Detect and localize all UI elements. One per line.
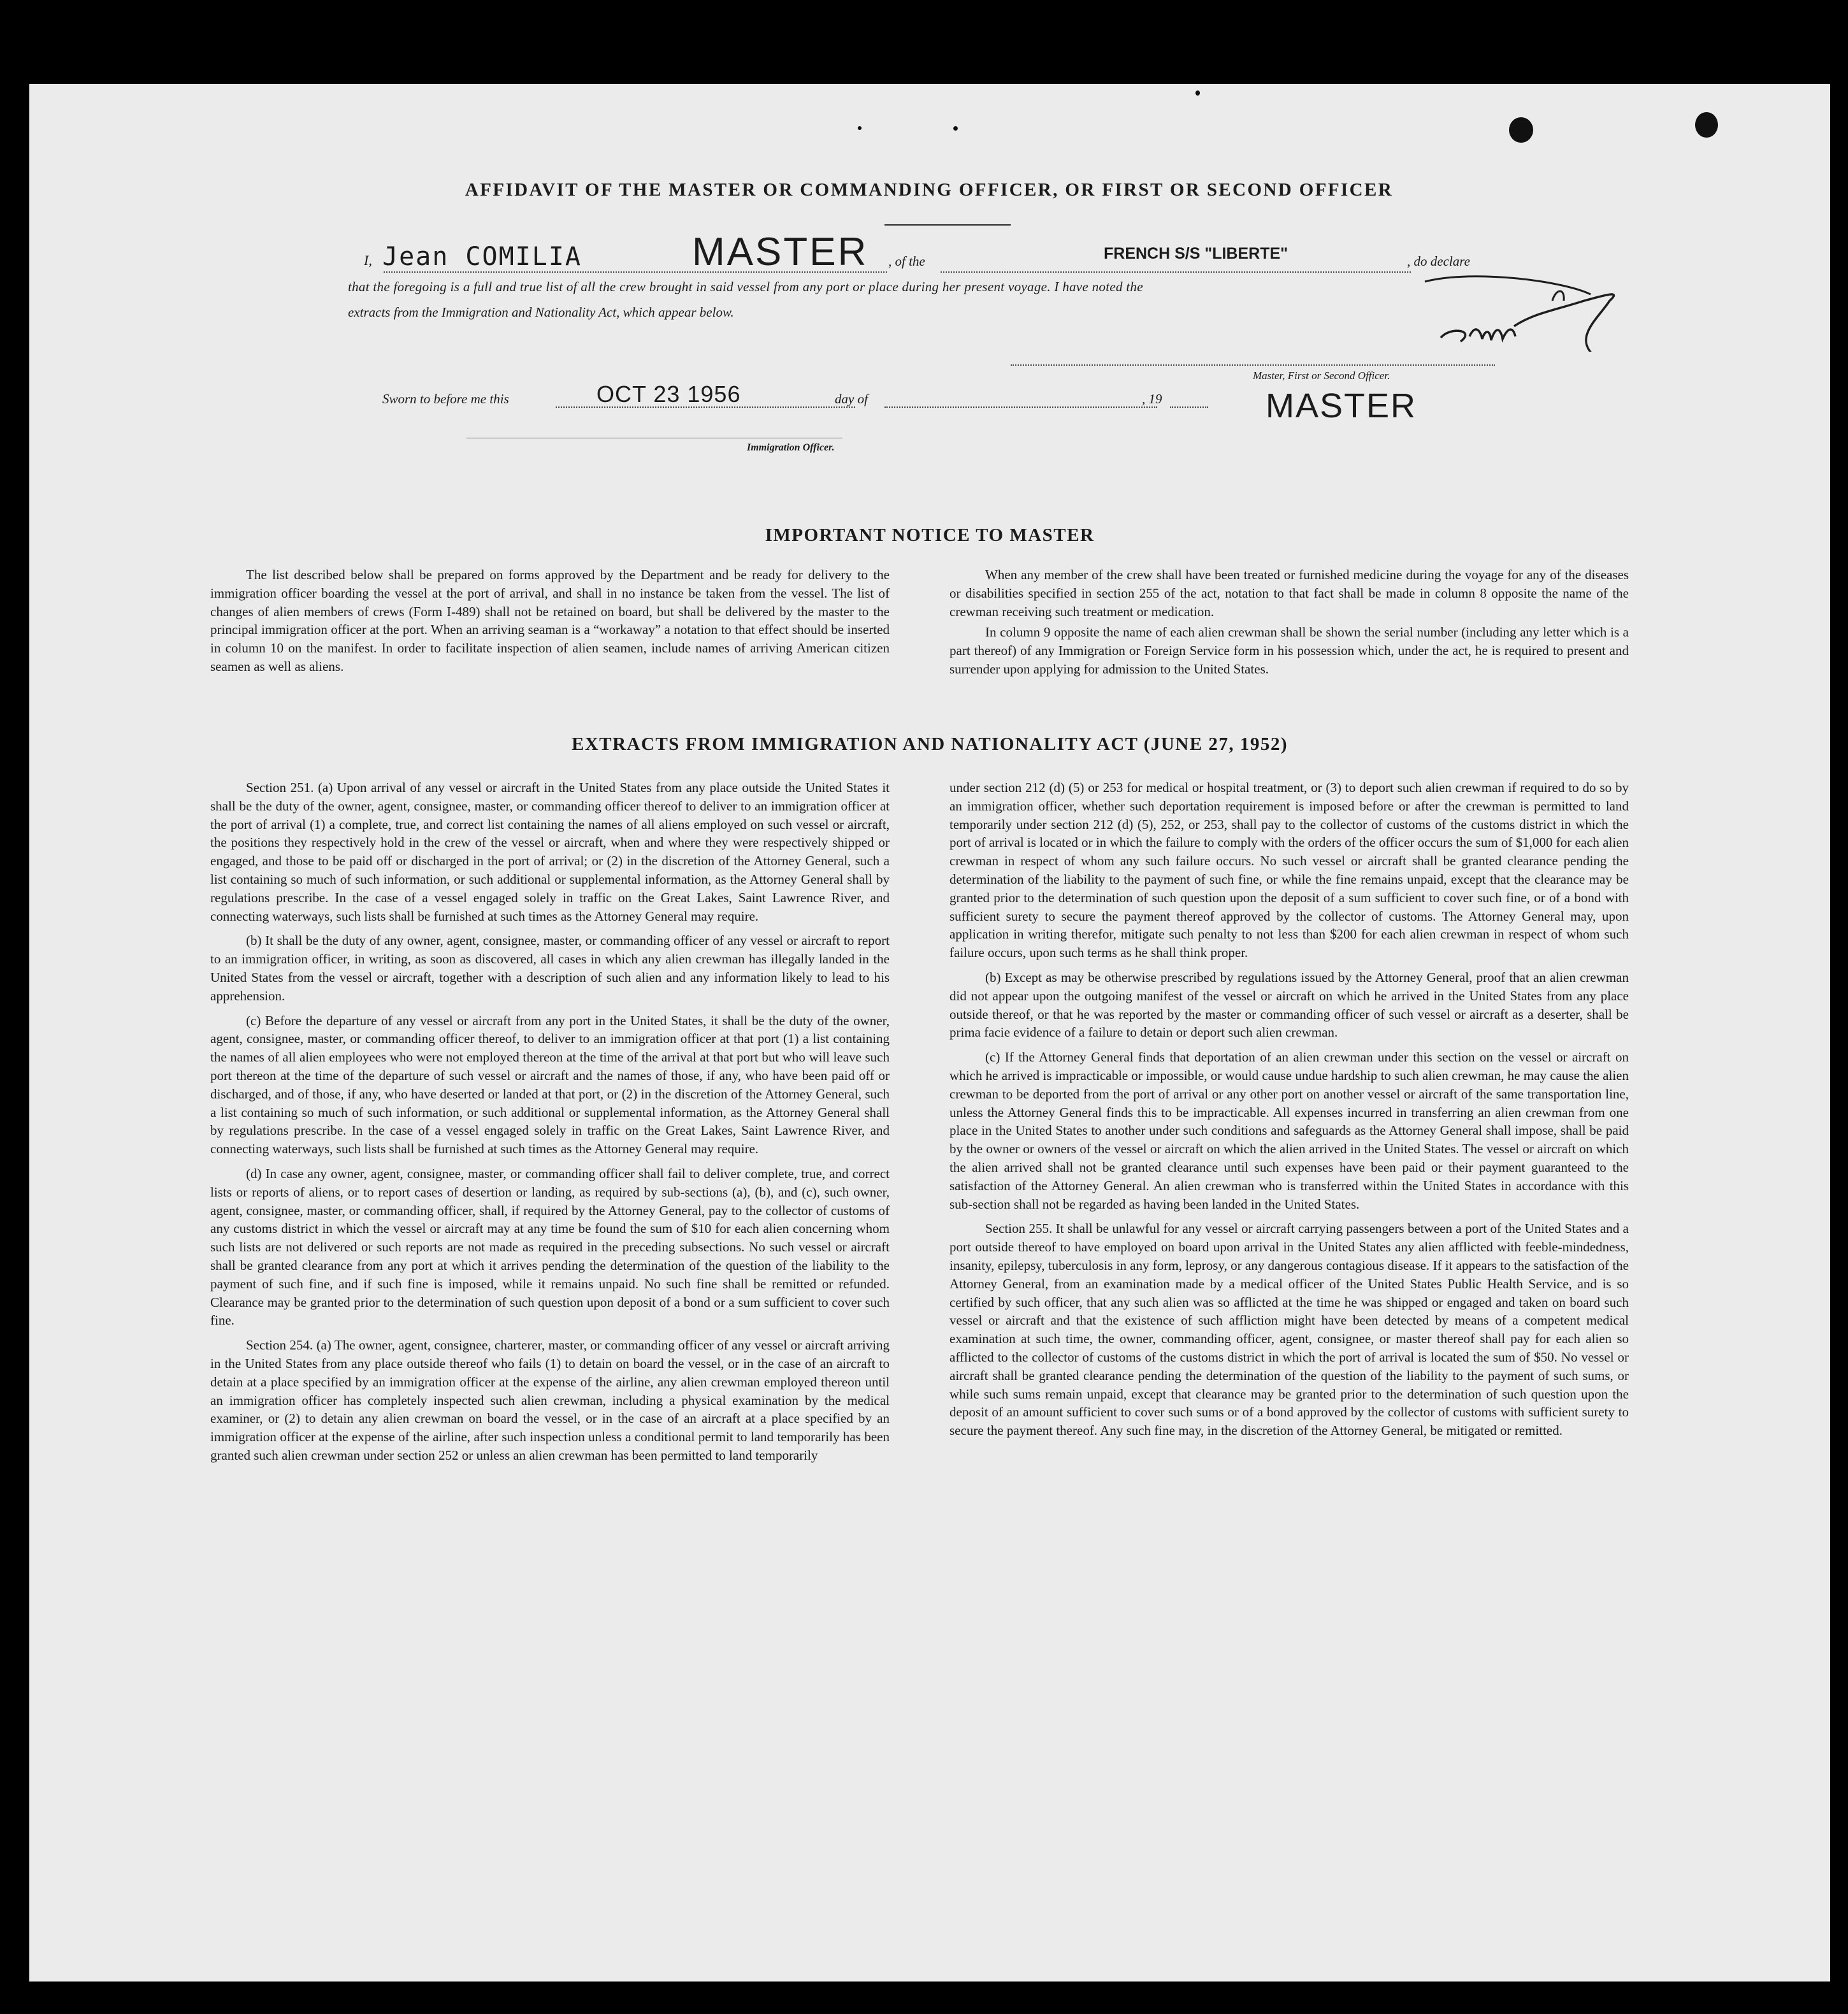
notice-right-column xyxy=(949,566,1629,681)
ink-speck xyxy=(953,126,958,131)
month-line xyxy=(884,406,1157,408)
section-255: Section 255. It shall be unlawful for any vessel or aircraft carrying passengers between a port of the United States and a port outside thereof to have employed on board upon arrival in the United States any alien afflicted with feeble-mindedness, insanity, epilepsy, tuberculosis in any form, leprosy, or any dangerous contagious disease. If it appears to the satisfaction of the Attorney General, from an examination made by a medical officer of the United States Public Health Service, and is so certified by such officer, that any such alien was so afflicted at the time he was shipped or engaged and taken on board such vessel or aircraft and that the existence of such affliction might have been detected by means of a competent medical examination at such time, the owner, commanding officer, agent, consignee, or master thereof shall pay for each alien so afflicted to the collector of customs of the customs district in which the port of arrival is located the sum of $50. No vessel or aircraft shall be granted clearance pending the determination of the question of the liability to the payment of such sums, or while such sums remain unpaid, except that clearance may be granted prior to the determination of such question upon the deposit of an amount sufficient to cover such sums or of a bond approved by the collector of customs with sufficient surety to secure the payment thereof. Any such fine may, in the discretion of the Attorney General, be mitigated or remitted. xyxy=(949,1221,1629,1439)
year-line xyxy=(1170,406,1208,408)
section-254a: Section 254. (a) The owner, agent, consignee, charterer, master, or commanding officer of any vessel or aircraft arriving in the United States from any place outside thereof who fails (1) to detain on board the vessel, or in the case of an aircraft to detain at a place specified by an immigration officer at the expense of the airline, any alien crewman employed thereon until an immigration officer has completely inspected such alien crewman, including a physical examination by the medical examiner, or (2) to detain any alien crewman on board the vessel, or in the case of an aircraft at a place specified by an immigration officer at the expense of the airline, after such inspection unless a conditional permit to land temporarily has been granted such alien crewman under section 252 or unless an alien crewman has been permitted to land temporarily xyxy=(210,1337,890,1463)
vessel-name: FRENCH S/S "LIBERTE" xyxy=(1104,245,1289,263)
document-page xyxy=(29,84,1830,1982)
ink-spot xyxy=(1695,112,1718,138)
declaration-line-2: extracts from the Immigration and Nationality Act, which appear below. xyxy=(348,305,734,320)
notice-heading: IMPORTANT NOTICE TO MASTER xyxy=(765,525,1095,545)
section-251b: (b) It shall be the duty of any owner, agent, consignee, master, or commanding officer of any vessel or aircraft to report to an immigration officer, in writing, as soon as discovered, all cases in which any alien crewman has illegally landed in the United States from the vessel or aircraft, together with a description of such alien and any information likely to lead to his apprehension. xyxy=(210,933,890,1003)
master-signature xyxy=(1399,275,1686,352)
section-251a: Section 251. (a) Upon arrival of any vessel or aircraft in the United States from any place outside the United States it shall be the duty of the owner, agent, consignee, master, or commanding officer thereof to deliver to an immigration officer at the port of arrival (1) a complete, true, and correct list containing the names of all aliens employed on such vessel or aircraft, the positions they respectively hold in the crew of the vessel or aircraft, when and where they were respectively shipped or engaged, and those to be paid off or discharged in the port of arrival; or (2) in the discretion of the Attorney General, such a list containing so much of such information, or such additional or supplemental information, as the Attorney General shall by regulations prescribe. In the case of a vessel engaged solely in traffic on the Great Lakes, Saint Lawrence River, and connecting waterways, such lists shall be furnished at such times as the Attorney General may require. xyxy=(210,780,890,924)
ink-spot xyxy=(1509,117,1533,143)
pronoun-label: I, xyxy=(364,252,372,268)
notice-left-column xyxy=(210,566,890,679)
section-254c: (c) If the Attorney General finds that deportation of an alien crewman under this section on the vessel or aircraft on which he arrived is impracticable or impossible, or would cause undue hardship to such alien crewman, he may cause the alien crewman to be deported from the port of arrival or any other port on another vessel or aircraft of the same transportation line, unless the Attorney General finds this to be impracticable. All expenses incurred in transferring an alien crewman from one place in the United States to another under such conditions and safeguards as the Attorney General shall impose, shall be paid by the owner or owners of the vessel or aircraft on which the alien arrived in the United States. The vessel or aircraft on which the alien arrived shall not be granted clearance until such expenses have been paid or their payment guaranteed to the satisfaction of the Attorney General. An alien crewman who is transferred within the United States in accordance with this sub-section shall not be regarded as having been landed in the United States. xyxy=(949,1049,1629,1212)
name-line xyxy=(384,271,887,273)
notice-paragraph: The list described below shall be prepared on forms approved by the Department and be ready for delivery to the immigration officer boarding the vessel at the port of arrival, and shall in no instance be taken from the vessel. The list of changes of alien members of crews (Form I-489) shall not be retained on board, but shall be delivered by the master to the principal immigration officer at the port. When an arriving seaman is a “workaway” a notation to that effect should be inserted in column 10 on the manifest. In order to facilitate inspection of alien seamen, include names of arriving American citizen seamen as well as aliens. xyxy=(210,567,890,674)
year-prefix: , 19 xyxy=(1142,391,1162,406)
extracts-heading: EXTRACTS FROM IMMIGRATION AND NATIONALITY ACT (JUNE 27, 1952) xyxy=(571,734,1289,754)
heading-rule xyxy=(884,224,1011,226)
notice-paragraph: When any member of the crew shall have been treated or furnished medicine during the voyage for any of the diseases or disabilities specified in section 255 of the act, notation to that fact shall be made in column 8 opposite the name of the crewman receiving such treatment or medication. xyxy=(949,567,1629,619)
signature-line xyxy=(1011,364,1495,366)
extracts-left-column xyxy=(210,779,890,1471)
affidavit-heading: AFFIDAVIT OF THE MASTER OR COMMANDING OFFICER, OR FIRST OR SECOND OFFICER xyxy=(465,180,1394,200)
notice-paragraph: In column 9 opposite the name of each alien crewman shall be shown the serial number (including any letter which is a part thereof) of any Immigration or Foreign Service form in his possession which, under the act, he is required to present and surrender upon applying for admission to the United States. xyxy=(949,624,1629,677)
declaration-line-1: that the foregoing is a full and true list of all the crew brought in said vessel from any port or place during her present voyage. I have noted the xyxy=(348,279,1143,294)
of-the-label: , of the xyxy=(888,254,925,269)
vessel-line xyxy=(941,271,1411,273)
day-of-label: day of xyxy=(835,391,868,406)
officer-caption: Immigration Officer. xyxy=(747,442,835,453)
ink-speck xyxy=(858,126,862,130)
signer-caption: Master, First or Second Officer. xyxy=(1253,370,1390,382)
section-254b: (b) Except as may be otherwise prescribed by regulations issued by the Attorney General, proof that an alien crewman did not appear upon the outgoing manifest of the vessel or aircraft on which he arrived in the United States from any place outside thereof, or that he was reported by the master or commanding officer of such vessel or aircraft as a deserter, shall be prima facie evidence of a failure to detain or deport such alien crewman. xyxy=(949,969,1629,1040)
master-name: Jean COMILIA xyxy=(382,242,582,271)
signer-stamp: MASTER xyxy=(1266,387,1417,425)
sworn-prefix: Sworn to before me this xyxy=(382,391,509,406)
section-254a-continued: under section 212 (d) (5) or 253 for medical or hospital treatment, or (3) to deport such alien crewman if required to do so by an immigration officer, whether such deportation requirement is imposed before or after the crewman is permitted to land temporarily under section 212 (d) (5), 252, or 253, shall pay to the collector of customs of the customs district in which the port of arrival is located or in which the failure to comply with the orders of the officer occurs the sum of $1,000 for each alien crewman in respect of whom any such failure occurs. No such vessel or aircraft shall be granted clearance pending the determination of the liability to the payment of such fine, or while the fine remains unpaid, except that the clearance may be granted prior to the determination of such question upon the deposit of a sum sufficient to cover such fine, or of a bond with sufficient surety to secure the payment thereof approved by the collector of customs. The Attorney General may, upon application in writing therefor, mitigate such penalty to not less than $200 for each alien crewman in respect of whom such failure occurs, upon such terms as he shall think proper. xyxy=(949,780,1629,961)
do-declare-label: , do declare xyxy=(1407,254,1470,269)
section-251c: (c) Before the departure of any vessel or aircraft from any port in the United States, it shall be the duty of the owner, agent, consignee, master, or commanding officer thereof, to deliver to an immigration officer at that port (1) a list containing the names of all alien employees who were not employed thereon at the time of the arrival at that port but who will leave such port thereon at the time of the departure of such vessel or aircraft and the names of those, if any, who have been paid off or discharged, and of those, if any, who have deserted or landed at that port, or (2) in the discretion of the Attorney General, such a list containing so much of such information, or such additional or supplemental information, as the Attorney General shall by regulations prescribe. In the case of a vessel engaged solely in traffic on the Great Lakes, Saint Lawrence River, and connecting waterways, such lists shall be furnished at such times as the Attorney General may require. xyxy=(210,1012,890,1157)
ink-speck xyxy=(1195,90,1200,96)
sworn-date-stamp: OCT 23 1956 xyxy=(596,381,741,407)
section-251d: (d) In case any owner, agent, consignee, master, or commanding officer shall fail to deliver complete, true, and correct lists or reports of aliens, or to report cases of desertion or landing, as required by sub-sections (a), (b), and (c), such owner, agent, consignee, master, or commanding officer, shall, if required by the Attorney General, pay to the collector of customs of any customs district in which the vessel or aircraft may at any time be found the sum of $10 for each alien concerning whom such lists are not delivered or such reports are not made as required in the preceding subsections. No such vessel or aircraft shall be granted clearance from any port at which it arrives pending the determination of the question of the liability to the payment of such fine, and if such fine is imposed, while it remains unpaid. No such fine shall be remitted or refunded. Clearance may be granted prior to the determination of such question upon deposit of a bond or a sum sufficient to cover such fine. xyxy=(210,1165,890,1328)
rank-stamp: MASTER xyxy=(692,230,869,274)
extracts-right-column xyxy=(949,779,1629,1446)
